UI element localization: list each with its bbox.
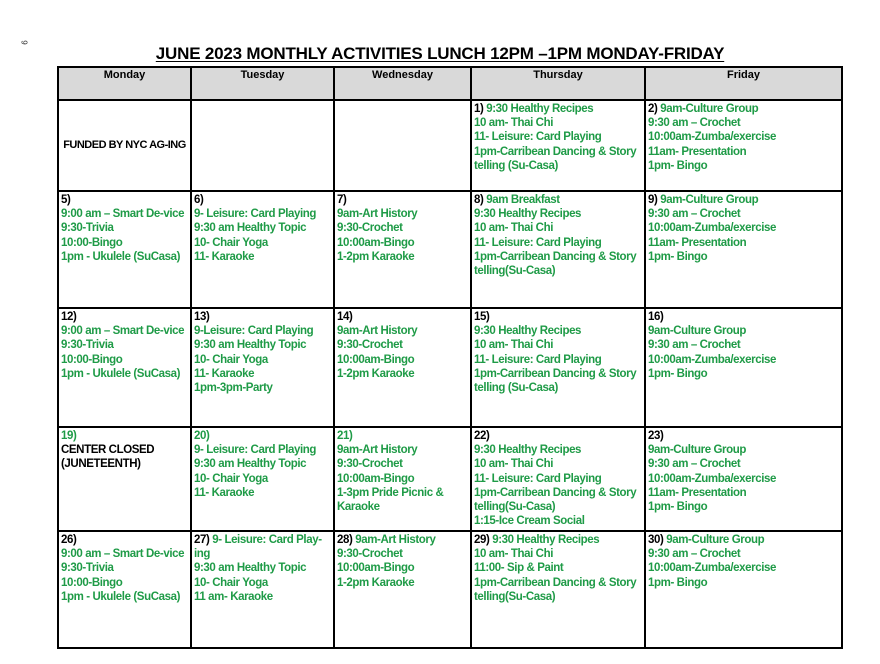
activity-item: 11- Leisure: Card Playing	[474, 236, 602, 249]
activity-item: 10- Chair Yoga	[194, 576, 268, 589]
closure-note: CENTER CLOSED (JUNETEENTH)	[61, 444, 155, 471]
activity-item: 9:30-Crochet	[337, 339, 403, 352]
activity-item: 9-Leisure: Card Playing	[194, 325, 314, 338]
activity-item: 1pm-Carribean Dancing & Story telling(Su-Casa)	[474, 250, 637, 278]
activity-item: 1pm - Ukulele (SuCasa)	[61, 590, 181, 603]
activity-item: 9:30-Trivia	[61, 562, 114, 575]
day-cell	[471, 308, 645, 427]
activities-calendar	[57, 66, 843, 649]
activity-item: 10 am- Thai Chi	[474, 458, 553, 471]
week-row-5	[58, 531, 842, 648]
activity-item: 9:30 am – Crochet	[648, 208, 741, 221]
funding-note: FUNDED BY NYC AG-ING	[63, 139, 186, 151]
day-cell	[334, 427, 471, 531]
activity-item: 10:00am-Zumba/exercise	[648, 131, 776, 144]
activity-item: 1pm- Bingo	[648, 576, 708, 589]
activity-item: 11- Leisure: Card Playing	[474, 472, 602, 485]
activity-item: 10:00am-Bingo	[337, 236, 415, 249]
day-number: 21)	[337, 430, 353, 442]
activity-item: 11- Karaoke	[194, 250, 255, 263]
activity-item: 9:30-Crochet	[337, 548, 403, 561]
activity-item: 11- Karaoke	[194, 367, 255, 380]
activity-item: 9:30 Healthy Recipes	[474, 325, 582, 338]
page-title-text: JUNE 2023 MONTHLY ACTIVITIES LUNCH 12PM –1PM MONDAY-FRIDAY	[155, 44, 725, 63]
day-cell-empty	[334, 100, 471, 191]
activity-item: 9:00 am – Smart De-vice	[61, 548, 185, 561]
day-number: 1)	[474, 103, 484, 115]
activity-item: 9:30 am – Crochet	[648, 117, 741, 130]
activity-item: 11am- Presentation	[648, 145, 747, 158]
activity-item: 9am-Art History	[337, 325, 418, 338]
activity-item: 1pm-Carribean Dancing & Story telling(Su-Casa)	[474, 576, 637, 603]
activity-item: 9am-Culture Group	[660, 103, 759, 115]
day-number: 28)	[337, 534, 353, 546]
day-number: 29)	[474, 534, 490, 546]
day-number: 22)	[474, 430, 490, 442]
day-number: 13)	[194, 311, 210, 323]
week-row-4	[58, 427, 842, 531]
activity-item: 9:30-Trivia	[61, 222, 114, 235]
activity-item: 9:30 am – Crochet	[648, 548, 741, 561]
activity-item: 9:30 Healthy Recipes	[486, 103, 594, 115]
page-title	[0, 44, 880, 64]
page-number-mark: 9	[19, 40, 29, 45]
activity-item: 9am Breakfast	[486, 194, 560, 206]
day-number: 8)	[474, 194, 484, 206]
activity-item: 1pm-3pm-Party	[194, 382, 273, 395]
activity-item: 10- Chair Yoga	[194, 353, 268, 366]
activity-item: 11- Karaoke	[194, 486, 255, 499]
weekday-header-row	[58, 67, 842, 100]
activity-item: 9:30-Trivia	[61, 339, 114, 352]
day-cell	[471, 427, 645, 531]
activity-item: 9:30-Crochet	[337, 222, 403, 235]
day-number: 30)	[648, 534, 664, 546]
activity-item: 10:00am-Bingo	[337, 472, 415, 485]
day-cell	[645, 191, 842, 308]
activity-item: 10:00am-Zumba/exercise	[648, 562, 776, 575]
header-friday: Friday	[645, 67, 842, 100]
activity-item: 10:00am-Zumba/exercise	[648, 472, 776, 485]
activity-item: 9:30 am Healthy Topic	[194, 339, 307, 352]
day-cell	[471, 191, 645, 308]
activity-item: 10- Chair Yoga	[194, 472, 268, 485]
activity-item: 11:00- Sip & Paint	[474, 562, 564, 575]
activity-item: 1pm - Ukulele (SuCasa)	[61, 367, 181, 380]
activity-item: 9:00 am – Smart De-vice	[61, 325, 185, 338]
day-number: 6)	[194, 194, 204, 206]
activity-item: 1-2pm Karaoke	[337, 250, 415, 263]
activity-item: 1pm-Carribean Dancing & Story telling (Su-Casa)	[474, 145, 637, 172]
activity-item: 10:00-Bingo	[61, 353, 123, 366]
activity-item: 9am-Art History	[337, 444, 418, 457]
activity-item: 9am-Art History	[337, 208, 418, 221]
activity-item: 10:00am-Zumba/exercise	[648, 222, 776, 235]
activity-item: 1-3pm Pride Picnic & Karaoke	[337, 486, 444, 514]
activity-item: 10:00am-Bingo	[337, 562, 415, 575]
activity-item: 1:15-Ice Cream Social	[474, 515, 585, 528]
header-monday: Monday	[58, 67, 191, 100]
activity-item: 10 am- Thai Chi	[474, 117, 553, 130]
day-cell-empty	[58, 100, 191, 191]
day-cell	[645, 308, 842, 427]
activity-item: 10 am- Thai Chi	[474, 339, 553, 352]
activity-item: 1pm- Bingo	[648, 501, 708, 514]
activity-item: 10 am- Thai Chi	[474, 548, 553, 561]
activity-item: 1pm- Bingo	[648, 159, 708, 172]
activity-item: 1pm- Bingo	[648, 367, 708, 380]
day-number: 5)	[61, 194, 71, 206]
day-cell	[334, 191, 471, 308]
day-cell	[334, 308, 471, 427]
activity-item: 9:30 am Healthy Topic	[194, 458, 307, 471]
activity-item: 1-2pm Karaoke	[337, 367, 415, 380]
activity-item: 9- Leisure: Card Playing	[194, 444, 317, 457]
day-number: 16)	[648, 311, 664, 323]
week-row-3	[58, 308, 842, 427]
day-number: 14)	[337, 311, 353, 323]
activity-item: 9:30 am – Crochet	[648, 458, 741, 471]
day-cell	[58, 191, 191, 308]
activity-item: 10:00-Bingo	[61, 576, 123, 589]
activity-item: 9:30 am Healthy Topic	[194, 222, 307, 235]
activity-item: 1pm-Carribean Dancing & Story telling (Su-Casa)	[474, 367, 637, 395]
activity-item: 9:30 am Healthy Topic	[194, 562, 307, 575]
activity-item: 9- Leisure: Card Play-ing	[194, 534, 322, 561]
day-number: 2)	[648, 103, 658, 115]
activity-item: 11- Leisure: Card Playing	[474, 131, 602, 144]
activity-item: 1pm - Ukulele (SuCasa)	[61, 250, 181, 263]
activity-item: 9:00 am – Smart De-vice	[61, 208, 185, 221]
activity-item: 10:00am-Zumba/exercise	[648, 353, 776, 366]
day-number: 26)	[61, 534, 77, 546]
activity-item: 11- Leisure: Card Playing	[474, 353, 602, 366]
week-row-1	[58, 100, 842, 191]
day-cell	[191, 427, 334, 531]
activity-item: 9:30 am – Crochet	[648, 339, 741, 352]
activity-item: 11am- Presentation	[648, 236, 747, 249]
day-cell-empty	[191, 100, 334, 191]
activity-item: 10 am- Thai Chi	[474, 222, 553, 235]
activity-item: 9am-Culture Group	[660, 194, 759, 206]
day-cell	[645, 531, 842, 648]
day-number: 27)	[194, 534, 210, 546]
activity-item: 9:30-Crochet	[337, 458, 403, 471]
header-tuesday: Tuesday	[191, 67, 334, 100]
header-thursday: Thursday	[471, 67, 645, 100]
activity-item: 10- Chair Yoga	[194, 236, 268, 249]
activity-item: 9am-Art History	[355, 534, 436, 546]
activity-item: 1pm-Carribean Dancing & Story telling(Su-Casa)	[474, 486, 637, 514]
day-cell	[58, 531, 191, 648]
activity-item: 1pm- Bingo	[648, 250, 708, 263]
day-cell	[645, 100, 842, 191]
week-row-2	[58, 191, 842, 308]
header-wednesday: Wednesday	[334, 67, 471, 100]
activity-item: 9am-Culture Group	[666, 534, 765, 546]
activity-item: 10:00am-Bingo	[337, 353, 415, 366]
day-cell	[58, 427, 191, 531]
day-cell	[191, 191, 334, 308]
activity-item: 11am- Presentation	[648, 486, 747, 499]
day-cell	[191, 308, 334, 427]
day-number: 12)	[61, 311, 77, 323]
activity-item: 9:30 Healthy Recipes	[474, 208, 582, 221]
day-cell	[191, 531, 334, 648]
day-number: 23)	[648, 430, 664, 442]
day-cell	[58, 308, 191, 427]
day-number: 20)	[194, 430, 210, 442]
activity-item: 9:30 Healthy Recipes	[492, 534, 600, 546]
activity-item: 9- Leisure: Card Playing	[194, 208, 317, 221]
activity-item: 10:00-Bingo	[61, 236, 123, 249]
activity-item: 1-2pm Karaoke	[337, 576, 415, 589]
day-number: 19)	[61, 430, 77, 442]
day-cell	[334, 531, 471, 648]
activity-item: 11 am- Karaoke	[194, 590, 273, 603]
day-number: 7)	[337, 194, 347, 206]
activity-item: 9am-Culture Group	[648, 444, 746, 457]
day-cell	[645, 427, 842, 531]
day-number: 9)	[648, 194, 658, 206]
activity-item: 9:30 Healthy Recipes	[474, 444, 582, 457]
day-number: 15)	[474, 311, 490, 323]
day-cell	[471, 531, 645, 648]
day-cell	[471, 100, 645, 191]
activity-item: 9am-Culture Group	[648, 325, 746, 338]
